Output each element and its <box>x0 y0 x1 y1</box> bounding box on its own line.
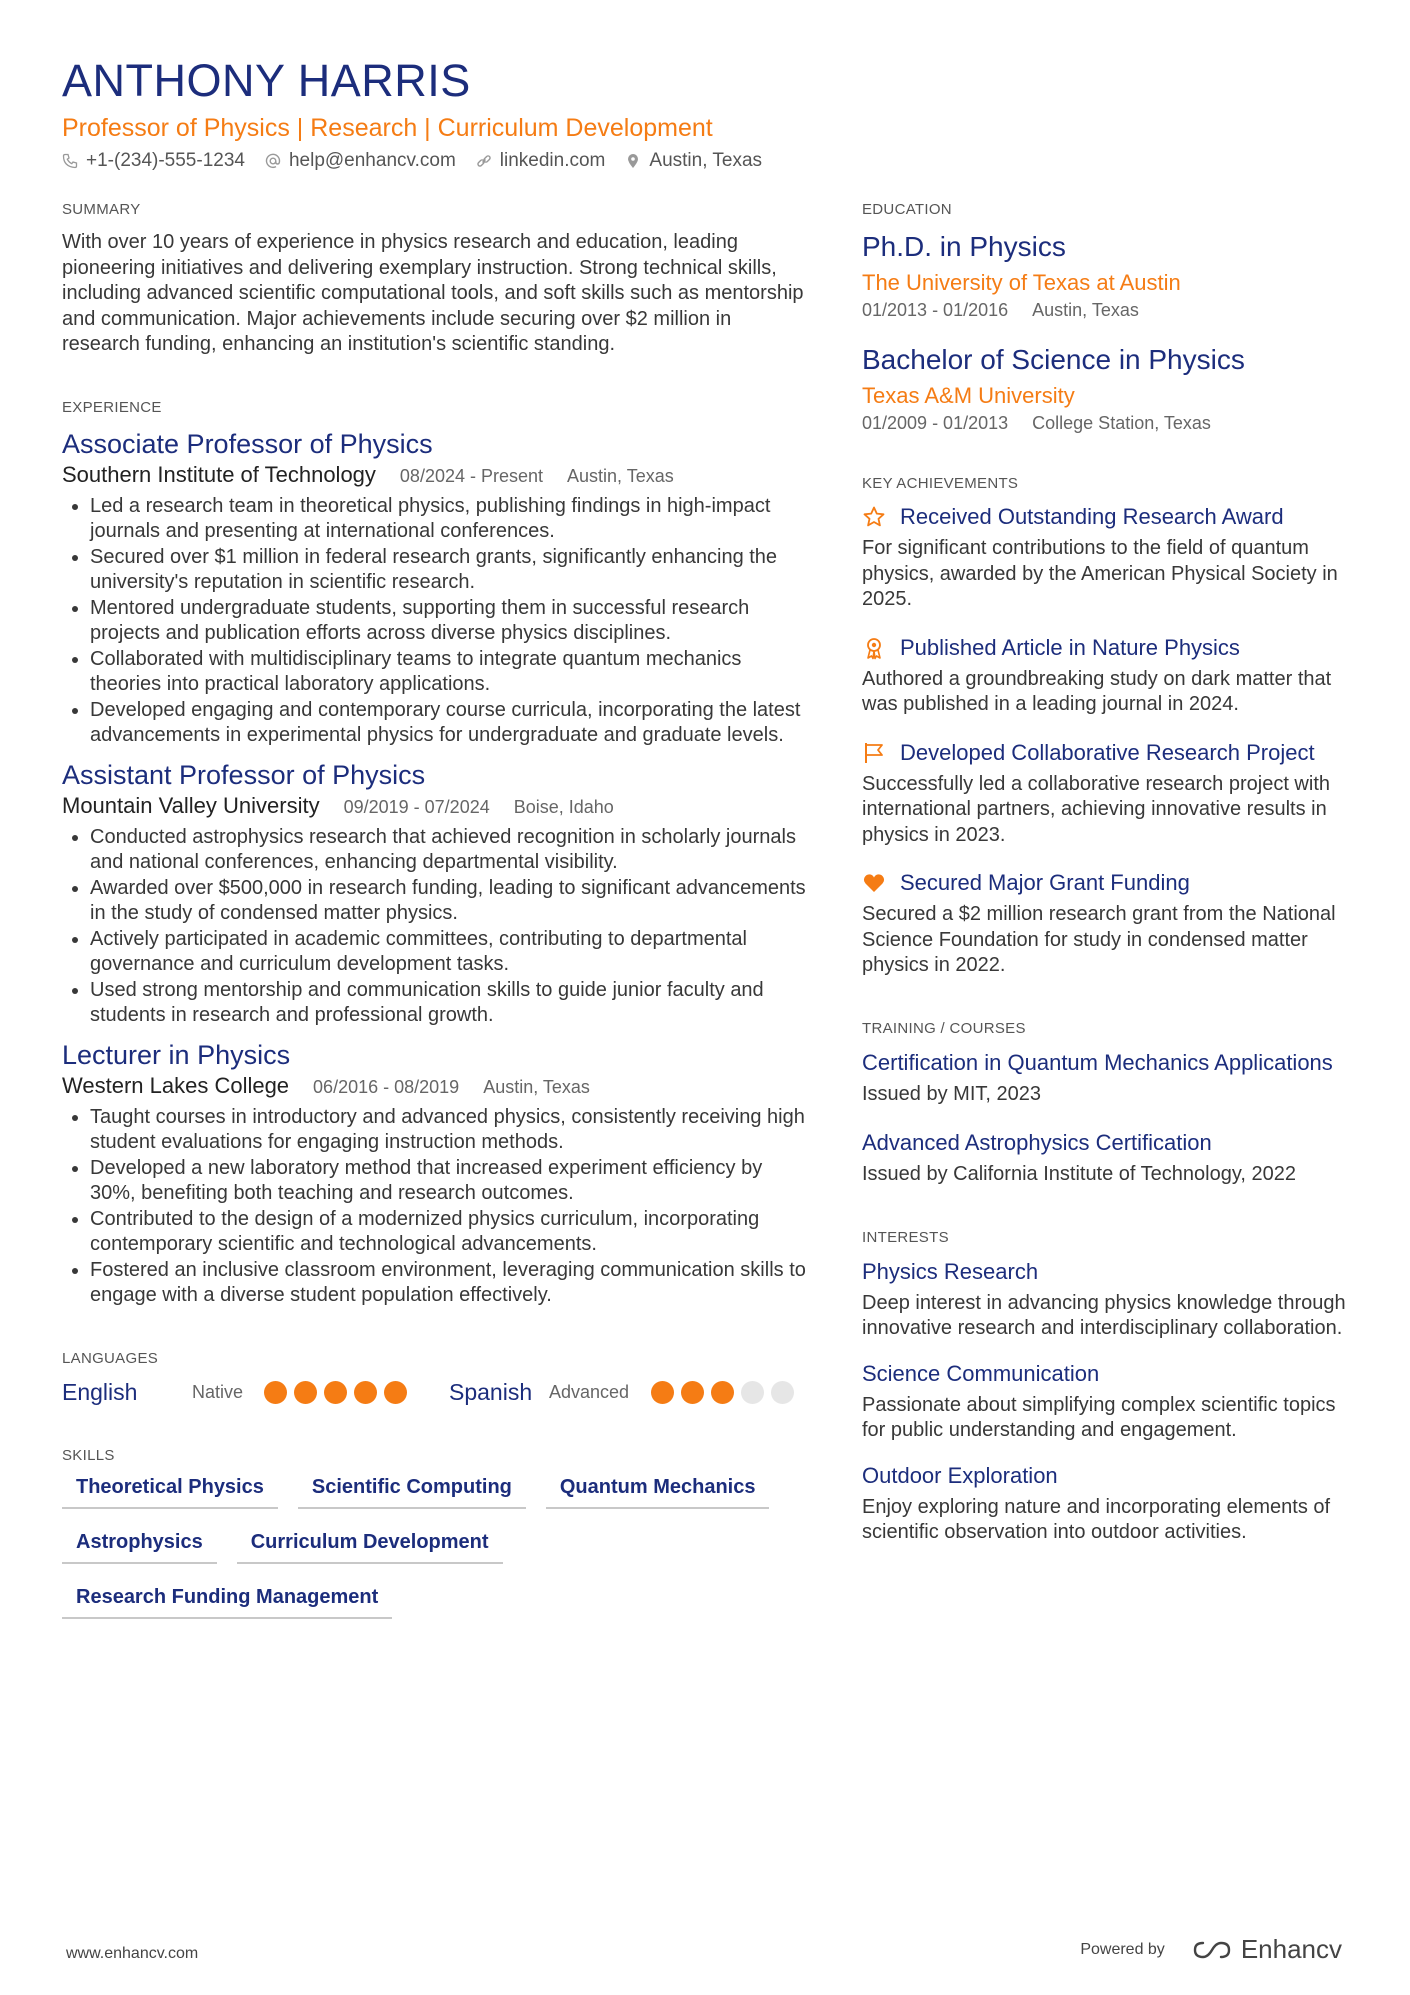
skill-tag: Curriculum Development <box>237 1531 503 1564</box>
section-title: KEY ACHIEVEMENTS <box>862 475 1019 492</box>
language-rating <box>651 1381 794 1404</box>
achievement-text: Successfully led a collaborative research project with international partners, achieving innovative results in physics in 2023. <box>862 772 1330 846</box>
job-org: Western Lakes College <box>62 1072 290 1098</box>
achievements-section <box>862 474 1362 979</box>
education-meta <box>862 413 1362 434</box>
language-level: Advanced <box>549 1381 630 1402</box>
education-entry <box>862 230 1362 321</box>
skill-tag: Research Funding Management <box>62 1586 392 1619</box>
email-text[interactable]: help@enhancv.com <box>288 150 456 171</box>
left-column <box>62 200 807 1619</box>
section-title: EDUCATION <box>862 201 952 218</box>
powered-by-label: Powered by <box>1080 1940 1165 1958</box>
achievement-title: Published Article in Nature Physics <box>900 634 1240 660</box>
education-section <box>862 200 1362 434</box>
heart-icon <box>862 871 886 895</box>
job-entry <box>62 1039 807 1309</box>
interest-title: Science Communication <box>862 1360 1100 1386</box>
education-school: The University of Texas at Austin <box>862 270 1181 295</box>
job-dates: 08/2024 - Present <box>399 465 544 486</box>
bullet-item: • Conducted astrophysics research that achieved recognition in scholarly journals and national conferences, enhancing departmental visibility. <box>90 825 807 876</box>
job-role: Assistant Professor of Physics <box>62 759 426 790</box>
rating-dot-filled <box>651 1381 674 1404</box>
linkedin-text[interactable]: linkedin.com <box>499 150 606 171</box>
achievement-entry <box>862 504 1362 613</box>
interest-title: Outdoor Exploration <box>862 1462 1058 1488</box>
interest-entry <box>862 1258 1362 1342</box>
job-dates: 09/2019 - 07/2024 <box>343 796 490 817</box>
location-pin-icon <box>625 153 641 169</box>
job-org: Mountain Valley University <box>62 792 320 818</box>
job-role: Associate Professor of Physics <box>62 428 433 459</box>
interest-entry <box>862 1462 1362 1546</box>
rating-dot-filled <box>294 1381 317 1404</box>
education-degree: Bachelor of Science in Physics <box>862 344 1245 375</box>
education-entry <box>862 343 1362 434</box>
section-title: INTERESTS <box>862 1228 949 1246</box>
bullet-item: • Developed a new laboratory method that increased experiment efficiency by 30%, benefiting both teaching and research outcomes. <box>90 1156 807 1207</box>
education-location: College Station, Texas <box>1032 413 1211 433</box>
contact-location <box>625 150 762 172</box>
brand-logo[interactable] <box>1191 1934 1342 1965</box>
rating-dot-filled <box>324 1381 347 1404</box>
education-meta <box>862 300 1362 321</box>
language-level: Native <box>192 1381 244 1402</box>
resume-header <box>62 54 1352 172</box>
job-bullets <box>62 494 807 749</box>
interest-text: Passionate about simplifying complex scientific topics for public understanding and engagement. <box>862 1393 1336 1441</box>
section-title: SKILLS <box>62 1446 115 1464</box>
bullet-item: • Collaborated with multidisciplinary teams to integrate quantum mechanics theories into practical laboratory applications. <box>90 647 807 698</box>
job-bullets <box>62 1105 807 1309</box>
achievement-entry <box>862 635 1362 718</box>
footer-website[interactable]: www.enhancv.com <box>66 1945 199 1962</box>
training-text: Issued by California Institute of Technology, 2022 <box>862 1163 1296 1185</box>
interests-section <box>862 1228 1362 1546</box>
job-location: Austin, Texas <box>483 1076 590 1097</box>
job-meta <box>62 462 807 488</box>
skill-tag: Astrophysics <box>62 1531 217 1564</box>
training-text: Issued by MIT, 2023 <box>862 1082 1041 1105</box>
link-icon <box>476 153 492 169</box>
rating-dot-filled <box>384 1381 407 1404</box>
skill-tag: Theoretical Physics <box>62 1476 278 1509</box>
education-dates: 01/2009 - 01/2013 <box>862 413 1009 433</box>
job-meta <box>62 793 807 819</box>
phone-text[interactable]: +1-(234)-555-1234 <box>86 150 245 171</box>
training-section <box>862 1019 1362 1188</box>
contact-email <box>265 150 456 172</box>
bullet-item: • Fostered an inclusive classroom environment, leveraging communication skills to engage with a diverse student population effectively. <box>90 1258 807 1309</box>
section-title: TRAINING / COURSES <box>862 1019 1026 1037</box>
education-school: Texas A&M University <box>862 383 1075 408</box>
enhancv-logo-icon <box>1191 1939 1233 1961</box>
achievement-text: Authored a groundbreaking study on dark matter that was published in a leading journal in 2024. <box>862 667 1332 715</box>
interest-entry <box>862 1360 1362 1444</box>
job-dates: 06/2016 - 08/2019 <box>313 1076 460 1097</box>
rating-dot-empty <box>741 1381 764 1404</box>
section-title: EXPERIENCE <box>62 398 162 416</box>
bullet-item: • Secured over $1 million in federal research grants, significantly enhancing the university's reputation in scientific research. <box>90 545 807 596</box>
achievement-text: Secured a $2 million research grant from the National Science Foundation for study in condensed matter physics in 2022. <box>862 903 1336 976</box>
bullet-item: • Led a research team in theoretical physics, publishing findings in high-impact journals and presenting at international conferences. <box>90 494 807 545</box>
job-location: Boise, Idaho <box>513 796 614 817</box>
job-meta <box>62 1073 807 1099</box>
bullet-item: • Taught courses in introductory and advanced physics, consistently receiving high student evaluations for engaging instruction methods. <box>90 1105 807 1156</box>
achievement-entry <box>862 740 1362 849</box>
rating-dot-empty <box>771 1381 794 1404</box>
star-icon <box>862 505 886 529</box>
skills-section <box>62 1446 807 1619</box>
interest-text: Deep interest in advancing physics knowledge through innovative research and interdisciplinary collaboration. <box>862 1291 1346 1339</box>
rating-dot-filled <box>264 1381 287 1404</box>
award-medal-icon <box>862 636 886 660</box>
rating-dot-filled <box>354 1381 377 1404</box>
achievement-title-row <box>862 635 1362 661</box>
job-org: Southern Institute of Technology <box>62 461 376 487</box>
bullet-item: • Awarded over $500,000 in research funding, leading to significant advancements in the study of condensed matter physics. <box>90 876 807 927</box>
brand-name: Enhancv <box>1240 1934 1342 1964</box>
candidate-headline: Professor of Physics | Research | Curriculum Development <box>62 114 713 142</box>
job-location: Austin, Texas <box>567 465 674 486</box>
achievement-title-row <box>862 740 1362 766</box>
training-entry <box>862 1049 1362 1108</box>
at-sign-icon <box>265 153 281 169</box>
languages-row <box>62 1379 807 1406</box>
training-entry <box>862 1129 1362 1188</box>
skill-tag: Scientific Computing <box>298 1476 526 1509</box>
contact-linkedin <box>476 150 606 172</box>
education-degree: Ph.D. in Physics <box>862 231 1066 262</box>
language-rating <box>264 1381 407 1404</box>
job-entry <box>62 428 807 749</box>
language-name: English <box>62 1378 138 1405</box>
flag-icon <box>862 741 886 765</box>
achievement-title: Secured Major Grant Funding <box>900 870 1190 895</box>
skills-list <box>62 1476 807 1619</box>
education-dates: 01/2013 - 01/2016 <box>862 300 1009 320</box>
rating-dot-filled <box>711 1381 734 1404</box>
candidate-name: ANTHONY HARRIS <box>62 55 471 106</box>
right-column <box>862 200 1362 1546</box>
training-title: Certification in Quantum Mechanics Applications <box>862 1049 1333 1075</box>
training-title: Advanced Astrophysics Certification <box>862 1130 1212 1155</box>
job-bullets <box>62 825 807 1029</box>
bullet-item: • Contributed to the design of a modernized physics curriculum, incorporating contemporary scientific and technological advancements. <box>90 1207 807 1258</box>
section-title: LANGUAGES <box>62 1349 159 1367</box>
location-text: Austin, Texas <box>649 150 763 171</box>
achievement-text: For significant contributions to the field of quantum physics, awarded by the American Physical Society in 2025. <box>862 537 1338 610</box>
achievement-title-row <box>862 504 1362 530</box>
skill-tag: Quantum Mechanics <box>546 1476 770 1509</box>
interest-text: Enjoy exploring nature and incorporating elements of scientific observation into outdoor activities. <box>862 1495 1331 1543</box>
contact-phone <box>62 150 245 172</box>
summary-text: With over 10 years of experience in physics research and education, leading pioneering initiatives and delivering exemplary instruction. Strong technical skills, including advanced scientific computational tools, and soft skills such as mentorship and communication. Major achievements include securing over $2 million in research funding, enhancing an institution's scientific standing. <box>62 231 804 355</box>
bullet-item: • Used strong mentorship and communication skills to guide junior faculty and students in research and professional growth. <box>90 978 807 1029</box>
bullet-item: • Developed engaging and contemporary course curricula, incorporating the latest advancements in experimental physics for undergraduate and graduate levels. <box>90 698 807 749</box>
job-entry <box>62 759 807 1029</box>
section-title: SUMMARY <box>62 201 141 218</box>
education-location: Austin, Texas <box>1032 300 1139 320</box>
footer-branding <box>1080 1934 1342 1965</box>
rating-dot-filled <box>681 1381 704 1404</box>
bullet-item: • Mentored undergraduate students, supporting them in successful research projects and publication efforts across diverse physics disciplines. <box>90 596 807 647</box>
achievement-title: Received Outstanding Research Award <box>900 504 1284 529</box>
achievement-title: Developed Collaborative Research Project <box>900 739 1315 765</box>
summary-section <box>62 200 807 358</box>
bullet-item: • Actively participated in academic committees, contributing to departmental governance and curriculum development tasks. <box>90 927 807 978</box>
languages-section <box>62 1349 807 1406</box>
experience-section <box>62 398 807 1309</box>
interest-title: Physics Research <box>862 1258 1039 1284</box>
phone-icon <box>62 153 78 169</box>
language-name: Spanish <box>449 1378 533 1405</box>
achievement-entry <box>862 870 1362 979</box>
job-role: Lecturer in Physics <box>62 1039 291 1070</box>
contact-bar <box>62 150 1352 172</box>
achievement-title-row <box>862 870 1362 896</box>
